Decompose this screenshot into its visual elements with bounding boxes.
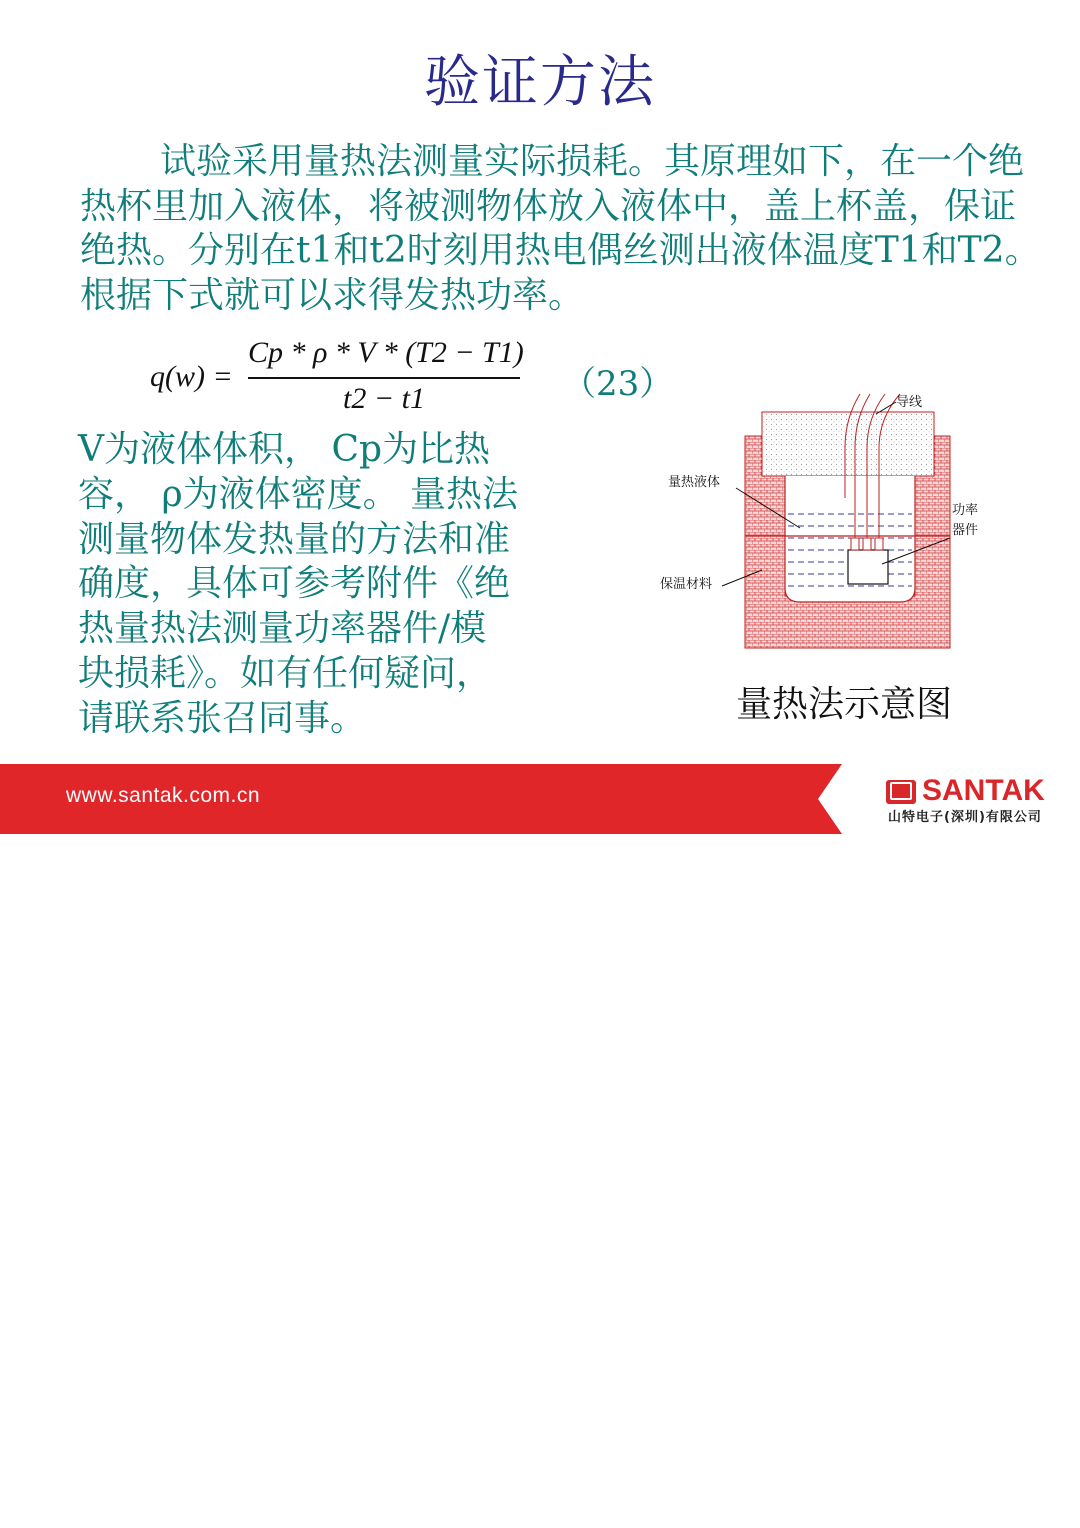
company-name: 山特电子(深圳)有限公司 — [888, 810, 1042, 825]
santak-logo-icon — [886, 780, 916, 804]
paragraph-line: 绝热。分别在t1和t2时刻用热电偶丝测出液体温度T1和T2。 — [80, 230, 1041, 271]
intro-paragraph — [80, 140, 1052, 318]
brand-name: SANTAK — [922, 774, 1045, 807]
paragraph-line: 热杯里加入液体，将被测物体放入液体中，盖上杯盖，保证 — [80, 185, 1017, 227]
label-liquid: 量热液体 — [668, 475, 721, 490]
description-line: 热量热法测量功率器件/模 — [78, 608, 487, 650]
label-insulation: 保温材料 — [660, 577, 713, 592]
formula-numerator: Cp * ρ * V * (T2 − T1) — [248, 336, 524, 369]
power-device — [848, 550, 888, 584]
paragraph-line: 根据下式就可以求得发热功率。 — [80, 274, 585, 316]
description-line: 确度，具体可参考附件《绝 — [78, 563, 511, 605]
description-line: 请联系张召同事。 — [78, 697, 367, 739]
formula-lhs: q(w) = — [150, 360, 233, 393]
label-device-2: 器件 — [952, 523, 979, 538]
calorimeter-diagram — [650, 388, 990, 658]
formula-denominator: t2 − t1 — [343, 382, 425, 415]
slide-title: 验证方法 — [424, 50, 656, 115]
footer-bar — [0, 764, 1080, 836]
description-line: V为液体体积， Cp为比热 — [78, 429, 491, 470]
fraction-bar — [248, 377, 520, 379]
description-line: 容， ρ为液体密度。 量热法 — [78, 473, 519, 515]
diagram-caption: 量热法示意图 — [736, 684, 953, 725]
label-device-1: 功率 — [952, 503, 979, 518]
description-paragraph — [78, 428, 538, 742]
description-line: 测量物体发热量的方法和准 — [78, 518, 511, 560]
description-line: 块损耗》。如有任何疑问， — [78, 652, 493, 694]
label-wire: 导线 — [896, 395, 923, 410]
website-link[interactable]: www.santak.com.cn — [66, 784, 261, 807]
device-terminals — [851, 538, 883, 550]
paragraph-line: 试验采用量热法测量实际损耗。其原理如下，在一个绝 — [160, 141, 1025, 182]
equation-number: （23） — [562, 364, 674, 404]
